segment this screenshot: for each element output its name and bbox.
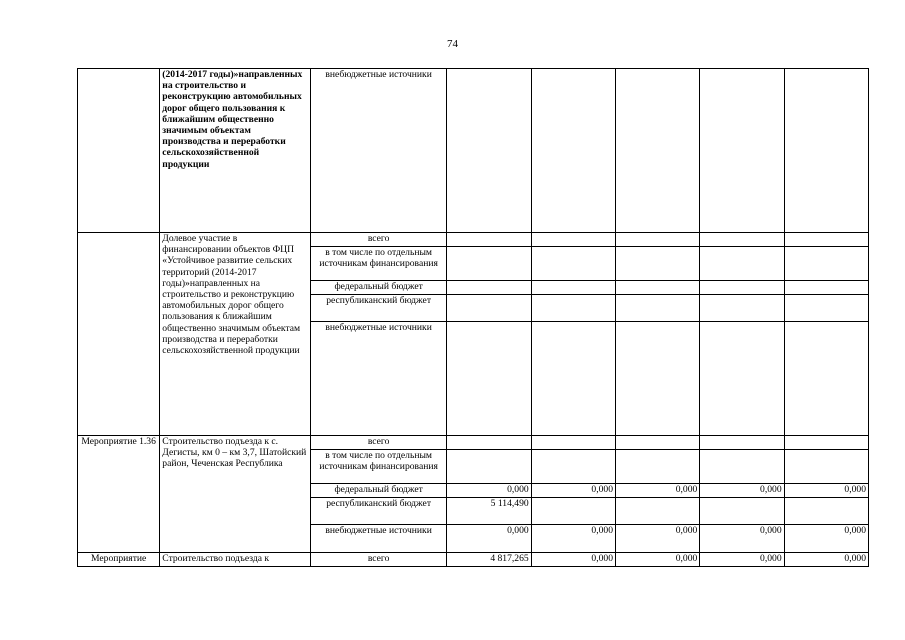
- value-cell: 0,000: [447, 525, 531, 553]
- value-cell: [700, 322, 784, 436]
- page-number: 74: [447, 38, 458, 50]
- measure-id-cell: Мероприятие 1.36: [78, 436, 160, 553]
- measure-name-cell: Строительство подъезда к: [160, 553, 311, 567]
- value-cell: [447, 450, 531, 484]
- value-cell: [447, 295, 531, 322]
- value-cell: [784, 498, 868, 525]
- value-cell: [784, 281, 868, 295]
- funding-source-cell: внебюджетные источники: [310, 525, 447, 553]
- value-cell: [447, 247, 531, 281]
- table-row: [78, 69, 869, 233]
- value-cell: 0,000: [700, 484, 784, 498]
- funding-source-cell: республиканский бюджет: [310, 498, 447, 525]
- value-cell: [700, 450, 784, 484]
- value-cell: [784, 322, 868, 436]
- value-cell: [447, 322, 531, 436]
- value-cell: [447, 281, 531, 295]
- value-cell: [784, 295, 868, 322]
- funding-source-cell: в том числе по отдельным источникам финансирования: [310, 450, 447, 484]
- value-cell: [700, 247, 784, 281]
- table-row: [78, 233, 869, 247]
- funding-source-cell: всего: [310, 233, 447, 247]
- value-cell: 4 817,265: [447, 553, 531, 567]
- measure-id-cell: [78, 69, 160, 233]
- value-cell: [616, 295, 700, 322]
- funding-source-cell: внебюджетные источники: [310, 322, 447, 436]
- value-cell: [616, 498, 700, 525]
- value-cell: 0,000: [616, 525, 700, 553]
- funding-source-cell: всего: [310, 553, 447, 567]
- value-cell: [700, 281, 784, 295]
- measure-id-cell: [78, 233, 160, 436]
- value-cell: [447, 69, 531, 233]
- funding-source-cell: республиканский бюджет: [310, 295, 447, 322]
- value-cell: [700, 233, 784, 247]
- value-cell: 0,000: [784, 484, 868, 498]
- value-cell: [616, 69, 700, 233]
- budget-table: [77, 68, 869, 567]
- value-cell: 0,000: [784, 525, 868, 553]
- value-cell: 0,000: [616, 484, 700, 498]
- value-cell: [531, 233, 615, 247]
- funding-source-cell: всего: [310, 436, 447, 450]
- value-cell: [447, 233, 531, 247]
- value-cell: 0,000: [531, 525, 615, 553]
- value-cell: 0,000: [447, 484, 531, 498]
- value-cell: [784, 450, 868, 484]
- measure-id-cell: Мероприятие: [78, 553, 160, 567]
- value-cell: [700, 69, 784, 233]
- value-cell: [531, 247, 615, 281]
- table-row: [78, 553, 869, 567]
- value-cell: 0,000: [700, 525, 784, 553]
- value-cell: 0,000: [531, 484, 615, 498]
- value-cell: [531, 436, 615, 450]
- value-cell: [700, 436, 784, 450]
- value-cell: 0,000: [531, 553, 615, 567]
- value-cell: [616, 233, 700, 247]
- value-cell: [447, 436, 531, 450]
- funding-source-cell: в том числе по отдельным источникам финансирования: [310, 247, 447, 281]
- measure-name-cell: Строительство подъезда к с. Дегисты, км 0 – км 3,7, Шатойский район, Чеченская Республика: [160, 436, 311, 553]
- value-cell: [531, 281, 615, 295]
- value-cell: 5 114,490: [447, 498, 531, 525]
- measure-name-cell: Долевое участие в финансировании объектов ФЦП «Устойчивое развитие сельских территорий (2014-2017 годы)»направленных на строительство и реконструкцию автомобильных дорог общего пользования к ближайшим общественно значимым объектам производства и переработки сельскохозяйственной продукции: [160, 233, 311, 436]
- value-cell: 0,000: [616, 553, 700, 567]
- value-cell: [784, 69, 868, 233]
- value-cell: 0,000: [784, 553, 868, 567]
- value-cell: [616, 247, 700, 281]
- value-cell: 0,000: [700, 553, 784, 567]
- table-row: [78, 436, 869, 450]
- value-cell: [616, 450, 700, 484]
- value-cell: [784, 436, 868, 450]
- value-cell: [531, 322, 615, 436]
- value-cell: [616, 436, 700, 450]
- value-cell: [784, 247, 868, 281]
- value-cell: [531, 295, 615, 322]
- value-cell: [616, 322, 700, 436]
- funding-source-cell: внебюджетные источники: [310, 69, 447, 233]
- measure-name-cell: (2014-2017 годы)»направленных на строительство и реконструкцию автомобильных дорог общего пользования к ближайшим общественно значимым объектам производства и переработки сельскохозяйственной продукции: [160, 69, 311, 233]
- value-cell: [616, 281, 700, 295]
- value-cell: [531, 498, 615, 525]
- value-cell: [700, 295, 784, 322]
- funding-source-cell: федеральный бюджет: [310, 281, 447, 295]
- value-cell: [784, 233, 868, 247]
- value-cell: [700, 498, 784, 525]
- value-cell: [531, 450, 615, 484]
- value-cell: [531, 69, 615, 233]
- funding-source-cell: федеральный бюджет: [310, 484, 447, 498]
